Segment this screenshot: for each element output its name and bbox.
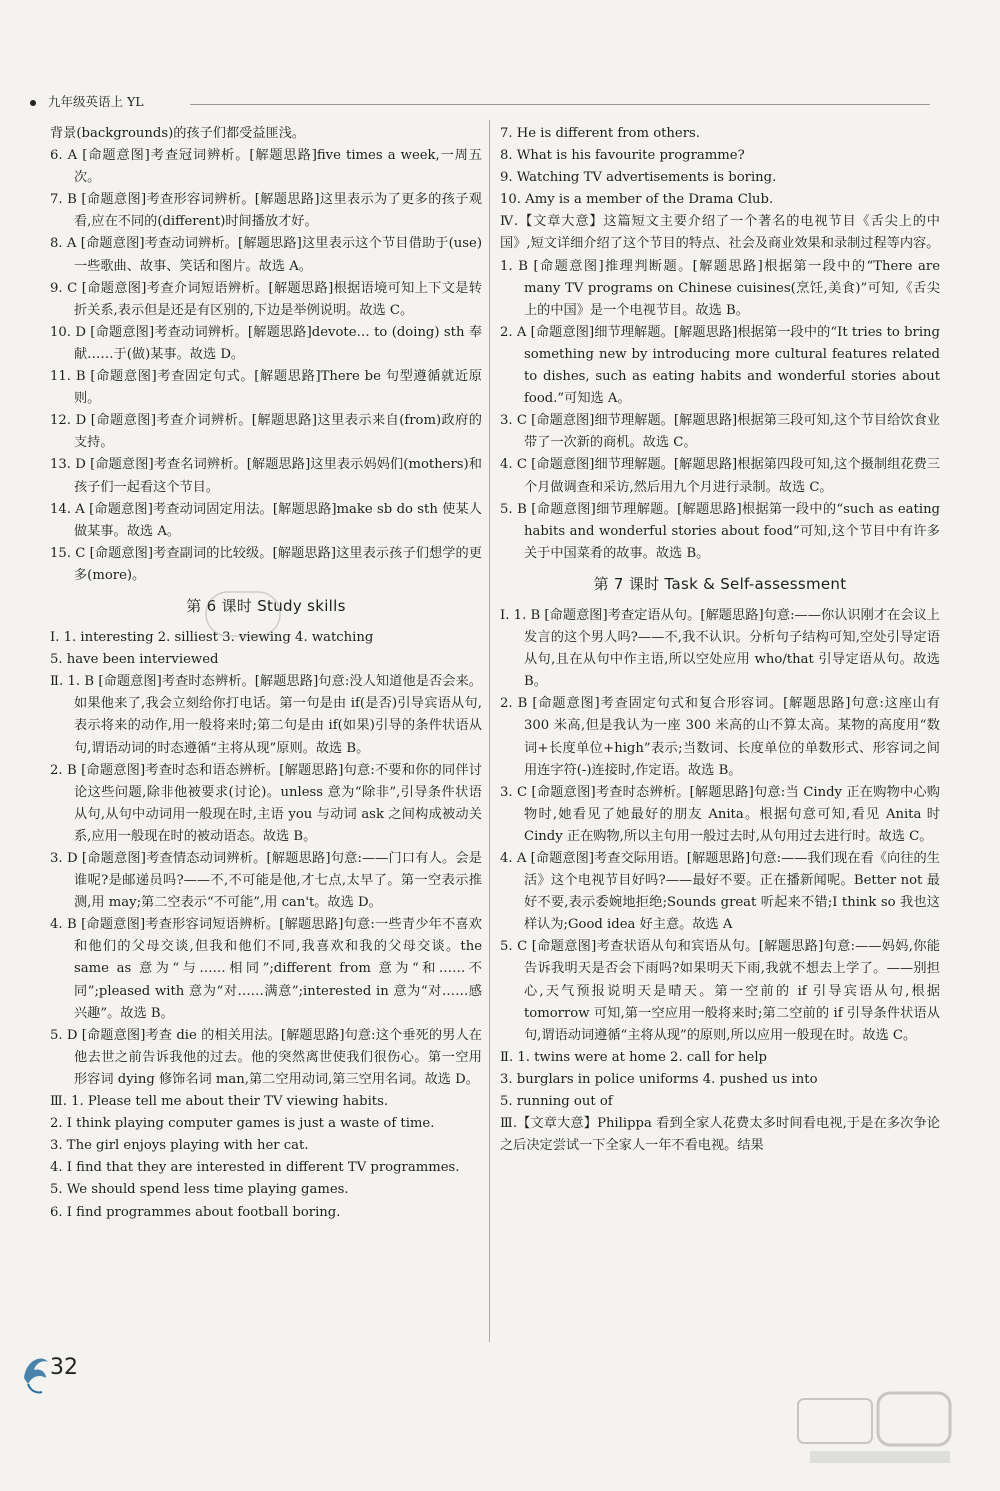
watermark-logo — [790, 1389, 970, 1469]
answer-paragraph: 6. I find programmes about football boring. — [50, 1204, 341, 1220]
answer-paragraph: 3. burglars in police uniforms 4. pushed us into — [500, 1071, 818, 1087]
left-column — [50, 123, 482, 1224]
answer-paragraph: 3. C [命题意图]细节理解题。[解题思路]根据第三段可知,这个节目给饮食业带了一次新的商机。故选 C。 — [500, 413, 940, 451]
answer-paragraph: 4. I find that they are interested in different TV programmes. — [50, 1160, 460, 1176]
answer-paragraph: 5. C [命题意图]考查状语从句和宾语从句。[解题思路]句意:——妈妈,你能告诉我明天是否会下雨吗?如果明天下雨,我就不想去上学了。——别担心,天气预报说明天是晴天。第一空前的 if 引导宾语从句,根据 tomorrow 可知,第一空应用一般将来时;第二空前的 if 引导条件状语从句,谓语动词遵循“主将从现”的原则,所以应用一般现在时。故选 C。 — [500, 939, 940, 1043]
answer-paragraph: 13. D [命题意图]考查名词辨析。[解题思路]这里表示妈妈们(mothers)和孩子们一起看这个节目。 — [50, 457, 482, 495]
answer-paragraph: Ⅲ. 1. Please tell me about their TV viewing habits. — [50, 1094, 389, 1110]
answer-paragraph: 5. B [命题意图]细节理解题。[解题思路]根据第一段中的“such as eating habits and wonderful stories about food”可知,这个节目中有许多关于中国菜肴的故事。故选 B。 — [500, 501, 940, 561]
answer-paragraph: 9. Watching TV advertisements is boring. — [500, 170, 777, 186]
answer-paragraph: 8. What is his favourite programme? — [500, 148, 745, 164]
answer-paragraph: 2. I think playing computer games is just a waste of time. — [50, 1116, 435, 1132]
column-divider — [489, 120, 490, 1342]
dolphin-logo-icon — [20, 1348, 52, 1398]
header-title: 九年级英语上 YL — [47, 94, 144, 109]
answer-paragraph: Ⅳ.【文章大意】这篇短文主要介绍了一个著名的电视节目《舌尖上的中国》,短文详细介绍了这个节目的特点、社会及商业效果和录制过程等内容。 — [500, 214, 940, 252]
answer-paragraph: 3. The girl enjoys playing with her cat. — [50, 1138, 309, 1154]
section-title: 第 7 课时 Task & Self-assessment — [593, 574, 847, 593]
answer-paragraph: Ⅰ. 1. interesting 2. silliest 3. viewing 4. watching — [50, 630, 374, 646]
section-title: 第 6 课时 Study skills — [186, 596, 346, 615]
answer-paragraph: 12. D [命题意图]考查介词辨析。[解题思路]这里表示来自(from)政府的支持。 — [50, 413, 482, 451]
answer-paragraph: 4. A [命题意图]考查交际用语。[解题思路]句意:——我们现在看《向往的生活》这个电视节目好吗?——最好不要。正在播新闻呢。Better not 最好不要,表示委婉地拒绝;Sounds great 听起来不错;I think so 我也这样认为;Good idea 好主意。故选 A — [500, 851, 940, 933]
answer-paragraph: Ⅲ.【文章大意】Philippa 看到全家人花费太多时间看电视,于是在多次争论之后决定尝试一下全家人一年不看电视。结果 — [500, 1116, 940, 1154]
answer-paragraph: 10. Amy is a member of the Drama Club. — [500, 192, 774, 208]
answer-paragraph: 11. B [命题意图]考查固定句式。[解题思路]There be 句型遵循就近原则。 — [50, 369, 482, 407]
answer-paragraph: 5. We should spend less time playing games. — [50, 1182, 349, 1198]
answer-paragraph: 15. C [命题意图]考查副词的比较级。[解题思路]这里表示孩子们想学的更多(more)。 — [50, 545, 482, 583]
answer-paragraph: 9. C [命题意图]考查介词短语辨析。[解题思路]根据语境可知上下文是转折关系,表示但是还是有区别的,下边是举例说明。故选 C。 — [50, 280, 482, 318]
answer-paragraph: Ⅱ. 1. B [命题意图]考查时态辨析。[解题思路]句意:没人知道他是否会来。如果他来了,我会立刻给你打电话。第一句是由 if(是否)引导宾语从句,表示将来的动作,用一般将来时;第二句是由 if(如果)引导的条件状语从句,谓语动词的时态遵循“主将从现”原则。故选 B。 — [50, 674, 482, 756]
answer-paragraph: 5. have been interviewed — [50, 652, 219, 668]
answer-paragraph: 3. D [命题意图]考查情态动词辨析。[解题思路]句意:——门口有人。会是谁呢?是邮递员吗?——不,不可能是他,才七点,太早了。第一空表示推测,用 may;第二空表示“不可能”,用 can't。故选 D。 — [50, 851, 482, 911]
answer-paragraph: Ⅱ. 1. twins were at home 2. call for help — [500, 1049, 767, 1065]
answer-paragraph: 5. running out of — [500, 1094, 613, 1110]
answer-paragraph: 5. D [命题意图]考查 die 的相关用法。[解题思路]句意:这个垂死的男人在他去世之前告诉我他的过去。他的突然离世使我们很伤心。第一空用形容词 dying 修饰名词 man,第二空用动词,第三空用名词。故选 D。 — [50, 1027, 482, 1087]
page-number: 32 — [50, 1355, 78, 1380]
answer-paragraph: 2. A [命题意图]细节理解题。[解题思路]根据第一段中的“It tries to bring something new by introducing more cultural features related to dishes, such as eating habits and wonderful stories about food.”可知选 A。 — [500, 324, 940, 407]
answer-paragraph: 4. B [命题意图]考查形容词短语辨析。[解题思路]句意:一些青少年不喜欢和他们的父母交谈,但我和他们不同,我喜欢和我的父母交谈。the same as 意为“与……相同”;different from 意为“和……不同”;pleased with 意为“对……满意”;interested in 意为“对……感兴趣”。故选 B。 — [50, 917, 482, 1021]
answer-paragraph: 14. A [命题意图]考查动词固定用法。[解题思路]make sb do sth 使某人做某事。故选 A。 — [50, 501, 482, 539]
answer-paragraph: 10. D [命题意图]考查动词辨析。[解题思路]devote… to (doing) sth 奉献……于(做)某事。故选 D。 — [50, 324, 482, 362]
answer-paragraph: Ⅰ. 1. B [命题意图]考查定语从句。[解题思路]句意:——你认识刚才在会议上发言的这个男人吗?——不,我不认识。分析句子结构可知,空处引导定语从句,且在从句中作主语,所以空处应用 who/that 引导定语从句。故选 B。 — [500, 607, 940, 690]
header-rule — [190, 104, 930, 105]
stamp-seal — [204, 590, 282, 638]
answer-paragraph: 1. B [命题意图]推理判断题。[解题思路]根据第一段中的“There are many TV programs on Chinese cuisines(烹饪,美食)”可知,《舌尖上的中国》是一个电视节目。故选 B。 — [500, 258, 940, 318]
page-header — [30, 92, 930, 112]
answer-paragraph: 2. B [命题意图]考查时态和语态辨析。[解题思路]句意:不要和你的同伴讨论这些问题,除非他被要求(讨论)。unless 意为“除非”,引导条件状语从句,从句中动词用一般现在时,主语 you 与动词 ask 之间构成被动关系,应用一般现在时的被动语态。故选 B。 — [50, 762, 482, 844]
answer-paragraph: 8. A [命题意图]考查动词辨析。[解题思路]这里表示这个节目借助于(use)一些歌曲、故事、笑话和图片。故选 A。 — [50, 236, 482, 274]
answer-paragraph: 3. C [命题意图]考查时态辨析。[解题思路]句意:当 Cindy 正在购物中心购物时,她看见了她最好的朋友 Anita。根据句意可知,看见 Anita 时 Cindy 正在购物,所以主句用一般过去时,从句用过去进行时。故选 C。 — [500, 784, 940, 844]
right-column — [500, 123, 940, 1157]
answer-paragraph: 7. B [命题意图]考查形容词辨析。[解题思路]这里表示为了更多的孩子观看,应在不同的(different)时间播放才好。 — [50, 192, 482, 230]
answer-paragraph: 7. He is different from others. — [500, 126, 700, 141]
answer-paragraph: 背景(backgrounds)的孩子们都受益匪浅。 — [50, 126, 306, 141]
answer-paragraph: 6. A [命题意图]考查冠词辨析。[解题思路]five times a week,一周五次。 — [50, 148, 482, 186]
answer-paragraph: 4. C [命题意图]细节理解题。[解题思路]根据第四段可知,这个摄制组花费三个月做调查和采访,然后用九个月进行录制。故选 C。 — [500, 457, 940, 495]
answer-paragraph: 2. B [命题意图]考查固定句式和复合形容词。[解题思路]句意:这座山有 300 米高,但是我认为一座 300 米高的山不算太高。某物的高度用“数词+长度单位+high”表示;当数词、长度单位的单数形式、形容词之间用连字符(-)连接时,作定语。故选 B。 — [500, 696, 940, 778]
bullet-icon — [30, 100, 36, 106]
